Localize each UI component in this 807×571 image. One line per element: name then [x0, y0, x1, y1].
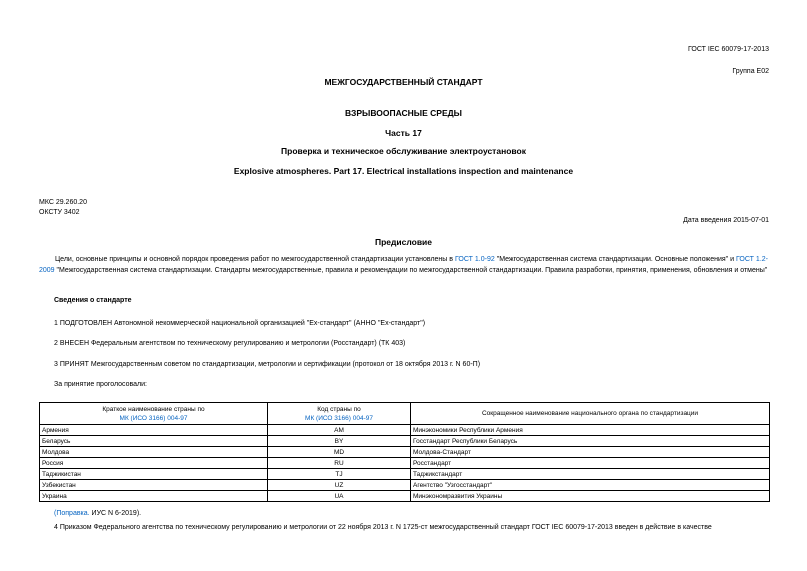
voted-label: За принятие проголосовали: [54, 381, 147, 388]
national-body: Агентство "Узгосстандарт" [411, 480, 770, 491]
part-number: Часть 17 [385, 128, 422, 138]
table-row [40, 436, 770, 447]
table-row [40, 491, 770, 502]
table-row [40, 447, 770, 458]
national-body: Минэкономики Республики Армения [411, 425, 770, 436]
foreword-text-3: "Межгосударственная система стандартизации. Стандарты межгосударственные, правила и рекомендации по межгосударственной стандартизации. Правила разработки, принятия, применения, обновления и отмены" [54, 267, 768, 274]
foreword-paragraph [39, 254, 768, 276]
country-name: Россия [40, 458, 268, 469]
subtitle-en: Explosive atmospheres. Part 17. Electrical installations inspection and maintenance [233, 166, 574, 176]
gost-number: ГОСТ IEC 60079-17-2013 [688, 46, 769, 53]
country-code: AM [268, 425, 411, 436]
header-country-code-text: Код страны по [317, 405, 361, 413]
countries-table [39, 402, 770, 502]
country-name: Беларусь [40, 436, 268, 447]
country-name: Молдова [40, 447, 268, 458]
header-national-body: Сокращенное наименование национального органа по стандартизации [411, 403, 770, 425]
national-body: Молдова-Стандарт [411, 447, 770, 458]
table-header-row [40, 403, 770, 425]
foreword-text-2: "Межгосударственная система стандартизации. Основные положения" и [494, 256, 737, 263]
introduction-date: Дата введения 2015-07-01 [683, 217, 769, 224]
item-1-prepared: 1 ПОДГОТОВЛЕН Автономной некоммерческой национальной организацией "Ех-стандарт" (АННО "Ех-стандарт") [54, 320, 426, 327]
mk-iso-3166-link[interactable]: МК (ИСО 3166) 004-97 [305, 414, 373, 422]
table-row [40, 480, 770, 491]
amendment-link[interactable]: (Поправка. [54, 510, 90, 517]
group-code: Группа Е02 [732, 68, 769, 75]
national-body: Таджикстандарт [411, 469, 770, 480]
mks-code: МКС 29.260.20 [39, 199, 87, 206]
document-title: ВЗРЫВООПАСНЫЕ СРЕДЫ [344, 108, 462, 118]
interstate-standard-title: МЕЖГОСУДАРСТВЕННЫЙ СТАНДАРТ [324, 77, 483, 87]
header-country-name [40, 403, 268, 425]
table-row [40, 425, 770, 436]
country-code: BY [268, 436, 411, 447]
country-code: UA [268, 491, 411, 502]
amendment-text: ИУС N 6-2019). [89, 510, 142, 517]
header-country-code [268, 403, 411, 425]
header-country-name-text: Краткое наименование страны по [102, 405, 205, 413]
country-code: RU [268, 458, 411, 469]
country-name: Таджикистан [40, 469, 268, 480]
standard-info-heading: Сведения о стандарте [54, 297, 132, 304]
table-row [40, 458, 770, 469]
country-code: TJ [268, 469, 411, 480]
gost-1-0-92-link[interactable]: ГОСТ 1.0-92 [454, 256, 495, 263]
country-name: Украина [40, 491, 268, 502]
item-4-order: 4 Приказом Федерального агентства по техническому регулированию и метрологии от 22 ноября 2013 г. N 1725-ст межгосударственный стандарт ГОСТ IEC 60079-17-2013 введен в действие в качестве [54, 524, 712, 531]
item-2-submitted: 2 ВНЕСЕН Федеральным агентством по техническому регулированию и метрологии (Росстандарт) (ТК 403) [54, 340, 406, 347]
country-name: Узбекистан [40, 480, 268, 491]
okstu-code: ОКСТУ 3402 [39, 209, 80, 216]
mk-iso-3166-link[interactable]: МК (ИСО 3166) 004-97 [119, 414, 188, 422]
amendment-note [54, 510, 141, 517]
gost-1-2-2009-link[interactable]: ГОСТ 1.2-2009 [39, 256, 768, 274]
foreword-heading: Предисловие [374, 237, 433, 247]
item-3-adopted: 3 ПРИНЯТ Межгосударственным советом по стандартизации, метрологии и сертификации (протокол от 18 октября 2013 г. N 60-П) [54, 361, 481, 368]
table-row [40, 469, 770, 480]
country-code: MD [268, 447, 411, 458]
national-body: Минэкономразвития Украины [411, 491, 770, 502]
country-name: Армения [40, 425, 268, 436]
country-code: UZ [268, 480, 411, 491]
national-body: Росстандарт [411, 458, 770, 469]
subtitle-ru: Проверка и техническое обслуживание электроустановок [281, 146, 526, 156]
national-body: Госстандарт Республики Беларусь [411, 436, 770, 447]
foreword-text-1: Цели, основные принципы и основной порядок проведения работ по межгосударственной стандартизации установлены в [55, 256, 455, 263]
